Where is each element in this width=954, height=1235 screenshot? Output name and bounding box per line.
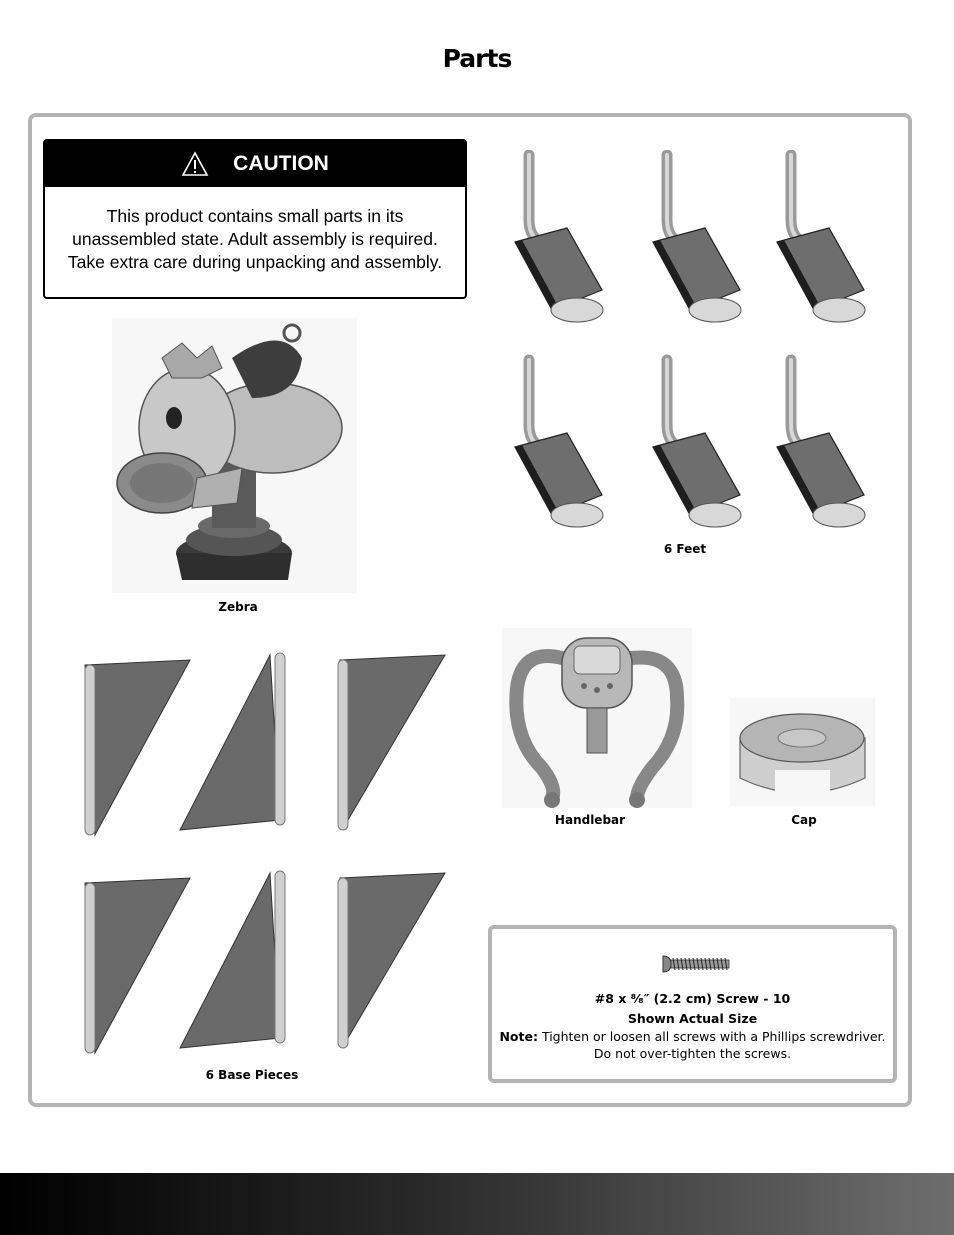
foot-part (777, 360, 865, 527)
caution-header (45, 141, 465, 187)
base-piece-part (180, 871, 285, 1048)
screw-name: #8 x ⁸⁄₈″ (2.2 cm) Screw - 10 (594, 991, 791, 1006)
foot-part (653, 155, 741, 322)
base-piece-part (85, 878, 190, 1053)
footer-bar (0, 1173, 954, 1235)
foot-part (653, 360, 741, 527)
base-pieces-illustration (80, 645, 455, 1065)
screw-shown-size: Shown Actual Size (627, 1011, 758, 1026)
caution-heading: CAUTION (233, 152, 329, 175)
base-piece-part (338, 873, 445, 1048)
note-line2: Do not over-tighten the screws. (593, 1046, 792, 1061)
caution-line: This product contains small parts in its (106, 206, 404, 226)
note-label: Note: (499, 1029, 538, 1044)
base-piece-part (180, 653, 285, 830)
caution-text (45, 187, 465, 274)
warning-triangle-icon (181, 151, 209, 177)
foot-part (777, 155, 865, 322)
base-piece-part (85, 660, 190, 835)
caution-line: Take extra care during unpacking and assembly. (67, 252, 443, 272)
screw-note (492, 1029, 893, 1044)
base-piece-part (338, 655, 445, 830)
zebra-illustration (112, 318, 357, 593)
caution-box (43, 139, 467, 299)
screw-icon (661, 953, 733, 975)
foot-part (515, 360, 603, 527)
feet-illustration (507, 150, 882, 535)
cap-illustration (730, 698, 875, 806)
page-title: Parts (442, 44, 512, 73)
caution-line: unassembled state. Adult assembly is required. (72, 229, 438, 249)
base-pieces-caption: 6 Base Pieces (205, 1068, 299, 1082)
feet-caption: 6 Feet (663, 542, 707, 556)
cap-caption: Cap (791, 813, 817, 827)
foot-part (515, 155, 603, 322)
handlebar-illustration (502, 628, 692, 808)
note-line1: Tighten or loosen all screws with a Phillips screwdriver. (537, 1029, 886, 1044)
zebra-caption: Zebra (218, 600, 258, 614)
screw-info-box (488, 925, 897, 1083)
handlebar-caption: Handlebar (554, 813, 626, 827)
